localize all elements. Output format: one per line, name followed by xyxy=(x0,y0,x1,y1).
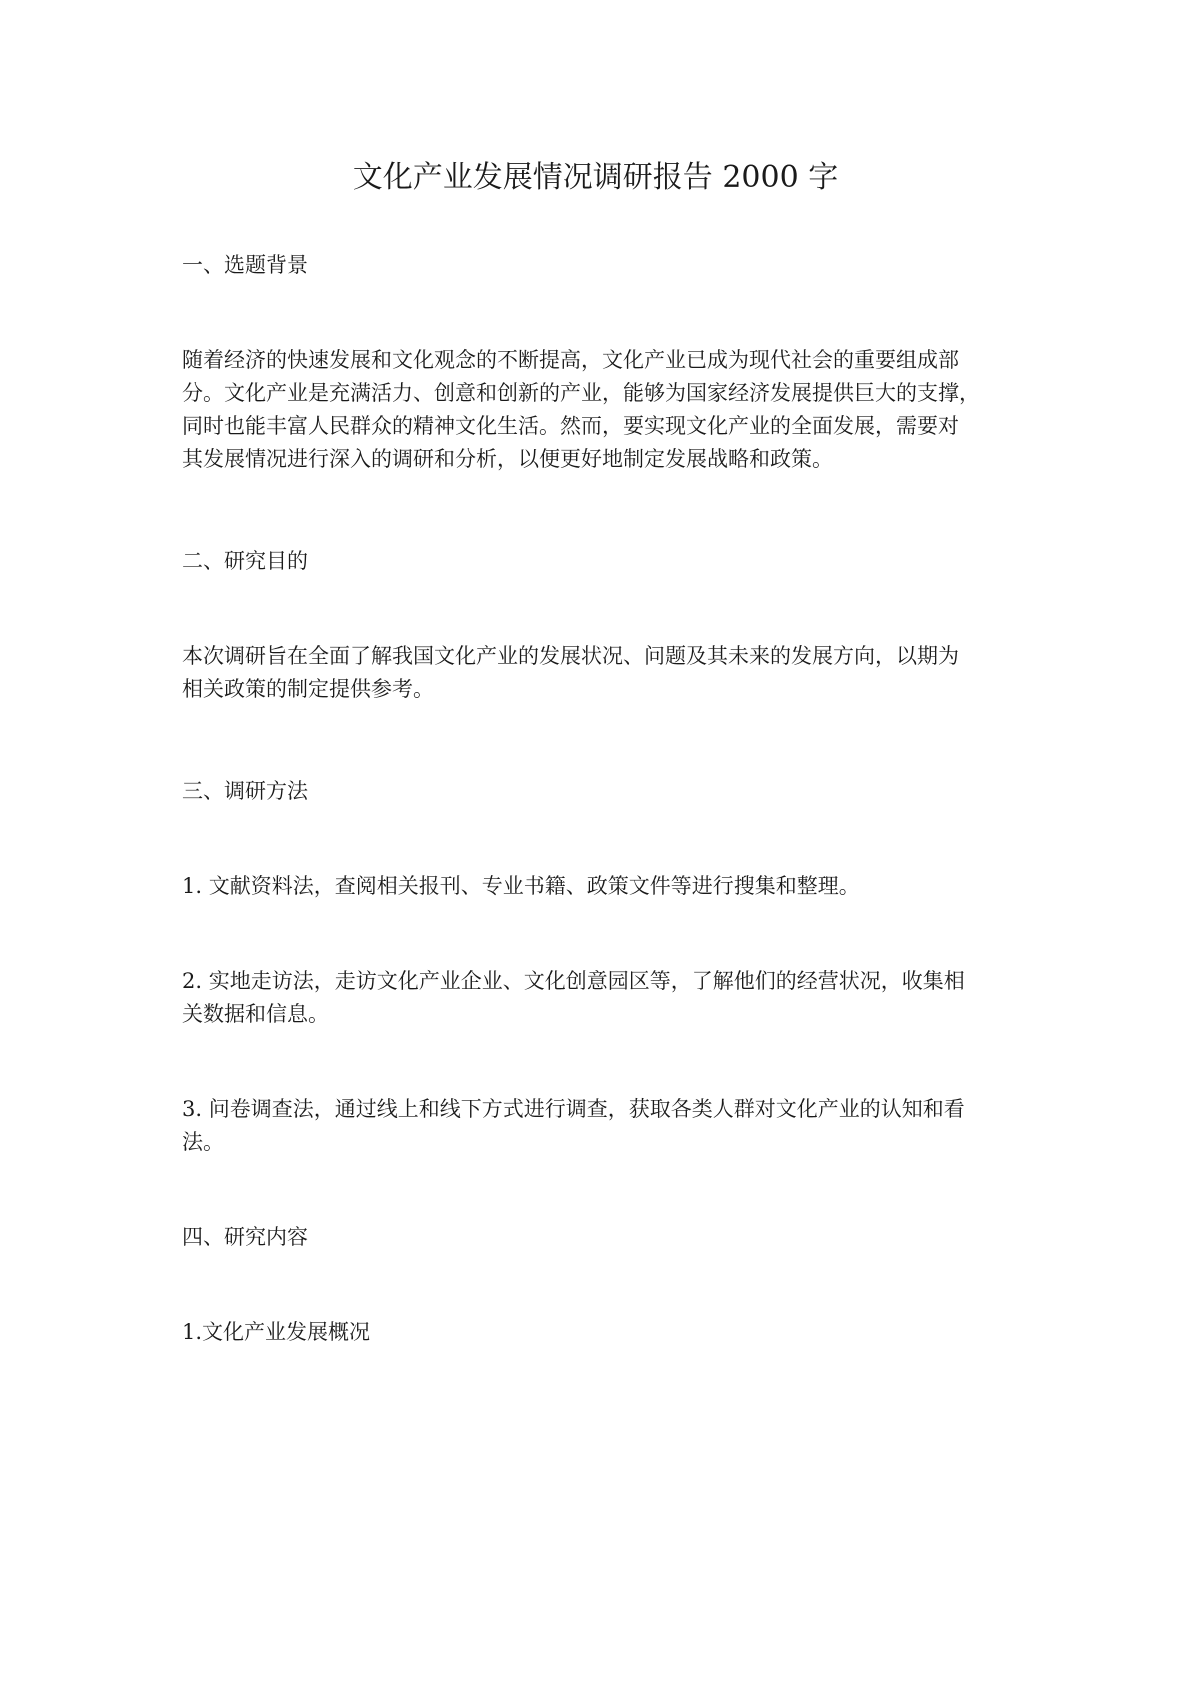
method-item-survey: 3. 问卷调查法，通过线上和线下方式进行调查，获取各类人群对文化产业的认知和看 xyxy=(182,1097,965,1121)
subsection-heading-overview: 1.文化产业发展概况 xyxy=(182,1320,371,1344)
paragraph-line: 同时也能丰富人民群众的精神文化生活。然而，要实现文化产业的全面发展，需要对 xyxy=(182,414,959,438)
paragraph-line: 相关政策的制定提供参考。 xyxy=(182,677,434,701)
section-heading-purpose: 二、研究目的 xyxy=(182,549,308,573)
paragraph-line: 分。文化产业是充满活力、创意和创新的产业，能够为国家经济发展提供巨大的支撑， xyxy=(182,381,980,405)
section-heading-content: 四、研究内容 xyxy=(182,1225,308,1249)
section-heading-methods: 三、调研方法 xyxy=(182,779,308,803)
method-item-field-visit: 2. 实地走访法，走访文化产业企业、文化创意园区等，了解他们的经营状况，收集相 xyxy=(182,969,965,993)
paragraph-line: 本次调研旨在全面了解我国文化产业的发展状况、问题及其未来的发展方向，以期为 xyxy=(182,644,959,668)
paragraph-line: 随着经济的快速发展和文化观念的不断提高，文化产业已成为现代社会的重要组成部 xyxy=(182,348,959,372)
section-heading-background: 一、选题背景 xyxy=(182,253,308,277)
method-item-field-visit-cont: 关数据和信息。 xyxy=(182,1002,329,1026)
method-item-survey-cont: 法。 xyxy=(182,1130,224,1154)
document-title: 文化产业发展情况调研报告 2000 字 xyxy=(352,160,839,195)
method-item-literature: 1. 文献资料法，查阅相关报刊、专业书籍、政策文件等进行搜集和整理。 xyxy=(182,874,860,898)
paragraph-line: 其发展情况进行深入的调研和分析，以便更好地制定发展战略和政策。 xyxy=(182,447,833,471)
